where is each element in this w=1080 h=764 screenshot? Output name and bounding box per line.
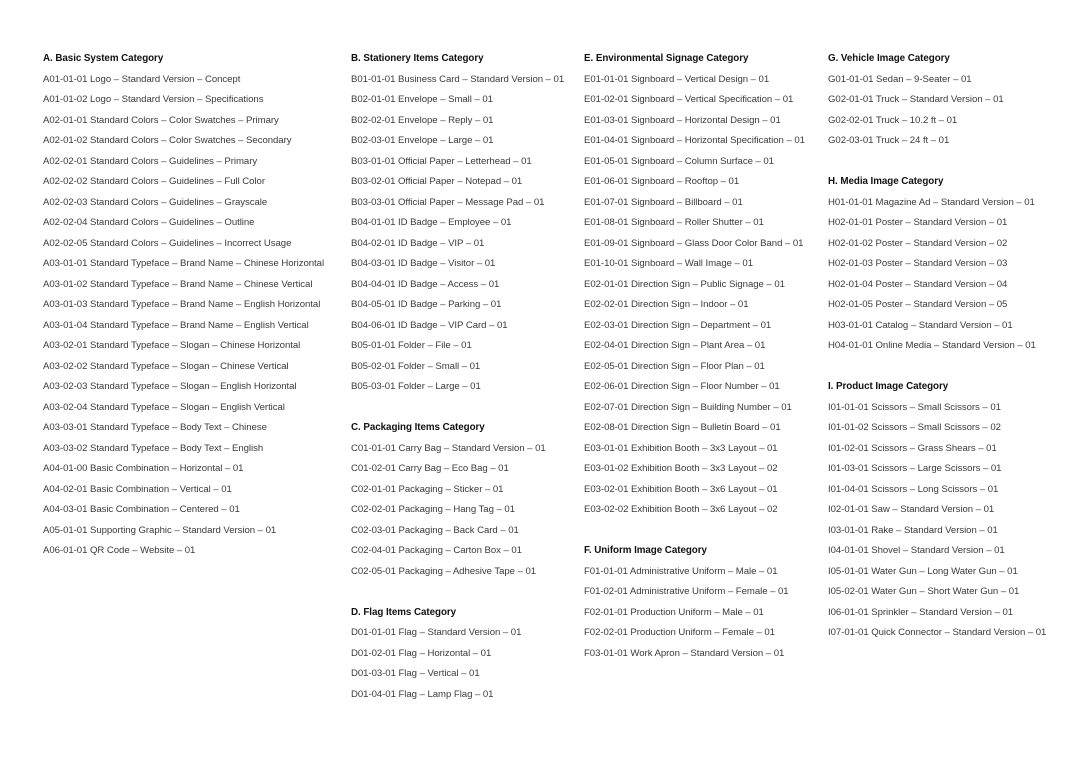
catalog-item: D01-04-01 Flag – Lamp Flag – 01 [351, 688, 494, 700]
catalog-item: C02-02-01 Packaging – Hang Tag – 01 [351, 504, 515, 515]
catalog-item: F02-02-01 Production Uniform – Female – 01 [584, 627, 775, 638]
catalog-item: A03-01-04 Standard Typeface – Brand Name – English Vertical [43, 319, 309, 331]
catalog-item: B04-06-01 ID Badge – VIP Card – 01 [351, 319, 508, 331]
catalog-item: H02-01-01 Poster – Standard Version – 01 [828, 217, 1008, 228]
category-heading: G. Vehicle Image Category [828, 53, 950, 64]
catalog-item: A03-01-03 Standard Typeface – Brand Name – English Horizontal [43, 299, 321, 310]
catalog-item: B04-05-01 ID Badge – Parking – 01 [351, 299, 502, 310]
category-section [828, 49, 1064, 152]
catalog-item: A02-02-01 Standard Colors – Guidelines – Primary [43, 155, 258, 167]
catalog-item: F01-02-01 Administrative Uniform – Female – 01 [584, 586, 789, 597]
catalog-item: I01-01-02 Scissors – Small Scissors – 02 [828, 422, 1001, 433]
catalog-item: D01-02-01 Flag – Horizontal – 01 [351, 647, 492, 659]
catalog-item: I01-03-01 Scissors – Large Scissors – 01 [828, 463, 1002, 474]
catalog-item: A06-01-01 QR Code – Website – 01 [43, 545, 196, 556]
catalog-item: A02-02-02 Standard Colors – Guidelines – Full Color [43, 176, 265, 187]
catalog-item: B04-03-01 ID Badge – Visitor – 01 [351, 258, 496, 269]
catalog-item: B04-01-01 ID Badge – Employee – 01 [351, 217, 512, 228]
catalog-item: C02-04-01 Packaging – Carton Box – 01 [351, 545, 522, 556]
catalog-item: B03-03-01 Official Paper – Message Pad – 01 [351, 196, 545, 208]
catalog-item: G02-03-01 Truck – 24 ft – 01 [828, 135, 950, 146]
catalog-item: A03-02-04 Standard Typeface – Slogan – English Vertical [43, 401, 285, 413]
category-heading: C. Packaging Items Category [351, 422, 485, 433]
catalog-item: H01-01-01 Magazine Ad – Standard Version – 01 [828, 196, 1035, 208]
catalog-item: A01-01-01 Logo – Standard Version – Concept [43, 73, 241, 85]
catalog-item: G01-01-01 Sedan – 9-Seater – 01 [828, 73, 972, 85]
catalog-item: E01-08-01 Signboard – Roller Shutter – 01 [584, 217, 764, 228]
catalog-item: B05-03-01 Folder – Large – 01 [351, 381, 481, 392]
catalog-item: A03-01-01 Standard Typeface – Brand Name – Chinese Horizontal [43, 258, 325, 269]
category-section [828, 172, 1064, 357]
catalog-item: H02-01-03 Poster – Standard Version – 03 [828, 258, 1008, 269]
catalog-item: F01-01-01 Administrative Uniform – Male – 01 [584, 565, 778, 577]
catalog-item: A03-02-01 Standard Typeface – Slogan – Chinese Horizontal [43, 340, 301, 351]
catalog-item: E02-06-01 Direction Sign – Floor Number – 01 [584, 381, 780, 392]
catalog-item: B04-02-01 ID Badge – VIP – 01 [351, 237, 485, 249]
category-section [351, 49, 579, 398]
catalog-item: F02-01-01 Production Uniform – Male – 01 [584, 606, 764, 618]
catalog-item: F03-01-01 Work Apron – Standard Version – 01 [584, 647, 785, 659]
catalog-item: E01-09-01 Signboard – Glass Door Color Band – 01 [584, 237, 804, 249]
catalog-item: I06-01-01 Sprinkler – Standard Version – 01 [828, 606, 1014, 618]
category-heading: H. Media Image Category [828, 176, 944, 187]
category-heading: D. Flag Items Category [351, 606, 457, 618]
index-column-3 [584, 49, 822, 664]
catalog-item: H02-01-04 Poster – Standard Version – 04 [828, 278, 1008, 290]
catalog-item: C01-02-01 Carry Bag – Eco Bag – 01 [351, 463, 509, 474]
catalog-item: B02-02-01 Envelope – Reply – 01 [351, 114, 494, 126]
category-section [43, 49, 343, 562]
catalog-item: A02-02-03 Standard Colors – Guidelines – Grayscale [43, 196, 268, 208]
catalog-item: C01-01-01 Carry Bag – Standard Version – 01 [351, 442, 546, 454]
catalog-item: A01-01-02 Logo – Standard Version – Specifications [43, 94, 264, 105]
catalog-item: A02-01-02 Standard Colors – Color Swatches – Secondary [43, 135, 292, 146]
catalog-item: A03-03-02 Standard Typeface – Body Text – English [43, 442, 264, 454]
catalog-item: I05-01-01 Water Gun – Long Water Gun – 01 [828, 565, 1018, 577]
catalog-item: E03-02-01 Exhibition Booth – 3x6 Layout – 01 [584, 483, 778, 495]
catalog-item: A03-03-01 Standard Typeface – Body Text – Chinese [43, 422, 267, 433]
catalog-item: E01-03-01 Signboard – Horizontal Design – 01 [584, 114, 781, 126]
catalog-item: E01-06-01 Signboard – Rooftop – 01 [584, 176, 740, 187]
catalog-item: B05-01-01 Folder – File – 01 [351, 340, 472, 351]
catalog-item: E02-04-01 Direction Sign – Plant Area – 01 [584, 340, 766, 351]
catalog-item: I02-01-01 Saw – Standard Version – 01 [828, 504, 995, 515]
catalog-item: A05-01-01 Supporting Graphic – Standard Version – 01 [43, 524, 277, 536]
catalog-item: B04-04-01 ID Badge – Access – 01 [351, 278, 500, 290]
catalog-item: I01-01-01 Scissors – Small Scissors – 01 [828, 401, 1001, 413]
catalog-item: A03-02-03 Standard Typeface – Slogan – English Horizontal [43, 381, 297, 392]
catalog-item: E02-08-01 Direction Sign – Bulletin Board – 01 [584, 422, 781, 433]
catalog-item: E01-07-01 Signboard – Billboard – 01 [584, 196, 743, 208]
catalog-item: E01-04-01 Signboard – Horizontal Specification – 01 [584, 135, 805, 146]
catalog-item: E03-02-02 Exhibition Booth – 3x6 Layout – 02 [584, 504, 778, 515]
catalog-item: E02-01-01 Direction Sign – Public Signage – 01 [584, 278, 785, 290]
category-section [351, 418, 579, 582]
catalog-item: I05-02-01 Water Gun – Short Water Gun – 01 [828, 586, 1020, 597]
index-column-1 [43, 49, 343, 562]
catalog-item: C02-05-01 Packaging – Adhesive Tape – 01 [351, 565, 537, 577]
catalog-item: A03-01-02 Standard Typeface – Brand Name – Chinese Vertical [43, 278, 313, 290]
catalog-item: B02-03-01 Envelope – Large – 01 [351, 135, 494, 146]
catalog-item: E02-03-01 Direction Sign – Department – 01 [584, 319, 772, 331]
category-heading: A. Basic System Category [43, 53, 164, 64]
catalog-item: A02-02-04 Standard Colors – Guidelines – Outline [43, 217, 255, 228]
catalog-item: C02-03-01 Packaging – Back Card – 01 [351, 524, 519, 536]
category-heading: F. Uniform Image Category [584, 545, 707, 556]
index-column-2 [351, 49, 579, 705]
category-heading: I. Product Image Category [828, 381, 949, 392]
catalog-item: H02-01-05 Poster – Standard Version – 05 [828, 299, 1008, 310]
catalog-item: A02-01-01 Standard Colors – Color Swatches – Primary [43, 114, 279, 126]
catalog-item: E02-07-01 Direction Sign – Building Number – 01 [584, 401, 792, 413]
index-column-4 [828, 49, 1064, 644]
catalog-item: G02-02-01 Truck – 10.2 ft – 01 [828, 114, 958, 126]
catalog-item: E01-02-01 Signboard – Vertical Specification – 01 [584, 94, 794, 105]
catalog-item: A04-02-01 Basic Combination – Vertical – 01 [43, 483, 232, 495]
catalog-item: B03-01-01 Official Paper – Letterhead – 01 [351, 155, 532, 167]
category-section [584, 541, 822, 664]
catalog-item: B05-02-01 Folder – Small – 01 [351, 360, 481, 372]
catalog-item: I04-01-01 Shovel – Standard Version – 01 [828, 545, 1005, 556]
catalog-item: G02-01-01 Truck – Standard Version – 01 [828, 94, 1004, 105]
catalog-item: C02-01-01 Packaging – Sticker – 01 [351, 483, 504, 495]
catalog-item: E02-02-01 Direction Sign – Indoor – 01 [584, 299, 749, 310]
catalog-item: I07-01-01 Quick Connector – Standard Version – 01 [828, 627, 1047, 638]
category-section [828, 377, 1064, 644]
catalog-item: D01-01-01 Flag – Standard Version – 01 [351, 627, 522, 638]
catalog-item: B02-01-01 Envelope – Small – 01 [351, 94, 493, 105]
catalog-item: E03-01-01 Exhibition Booth – 3x3 Layout – 01 [584, 442, 778, 454]
catalog-item: I03-01-01 Rake – Standard Version – 01 [828, 524, 998, 536]
catalog-item: H02-01-02 Poster – Standard Version – 02 [828, 237, 1008, 249]
catalog-item: B01-01-01 Business Card – Standard Version – 01 [351, 73, 565, 85]
category-section [584, 49, 822, 521]
catalog-item: A02-02-05 Standard Colors – Guidelines – Incorrect Usage [43, 237, 292, 249]
catalog-item: D01-03-01 Flag – Vertical – 01 [351, 668, 480, 679]
category-heading: B. Stationery Items Category [351, 53, 484, 64]
catalog-item: A03-02-02 Standard Typeface – Slogan – Chinese Vertical [43, 360, 289, 372]
catalog-item: H03-01-01 Catalog – Standard Version – 01 [828, 319, 1013, 331]
category-heading: E. Environmental Signage Category [584, 53, 749, 64]
catalog-item: I01-04-01 Scissors – Long Scissors – 01 [828, 483, 999, 495]
catalog-item: E01-01-01 Signboard – Vertical Design – 01 [584, 73, 770, 85]
catalog-item: A04-01-00 Basic Combination – Horizontal – 01 [43, 463, 244, 474]
catalog-item: A04-03-01 Basic Combination – Centered – 01 [43, 504, 240, 515]
catalog-item: B03-02-01 Official Paper – Notepad – 01 [351, 176, 523, 187]
catalog-item: H04-01-01 Online Media – Standard Version – 01 [828, 340, 1036, 351]
catalog-item: E03-01-02 Exhibition Booth – 3x3 Layout – 02 [584, 463, 778, 474]
catalog-item: E01-10-01 Signboard – Wall Image – 01 [584, 258, 753, 269]
category-section [351, 603, 579, 706]
catalog-item: E02-05-01 Direction Sign – Floor Plan – 01 [584, 360, 765, 372]
catalog-item: E01-05-01 Signboard – Column Surface – 01 [584, 155, 774, 167]
catalog-item: I01-02-01 Scissors – Grass Shears – 01 [828, 442, 997, 454]
